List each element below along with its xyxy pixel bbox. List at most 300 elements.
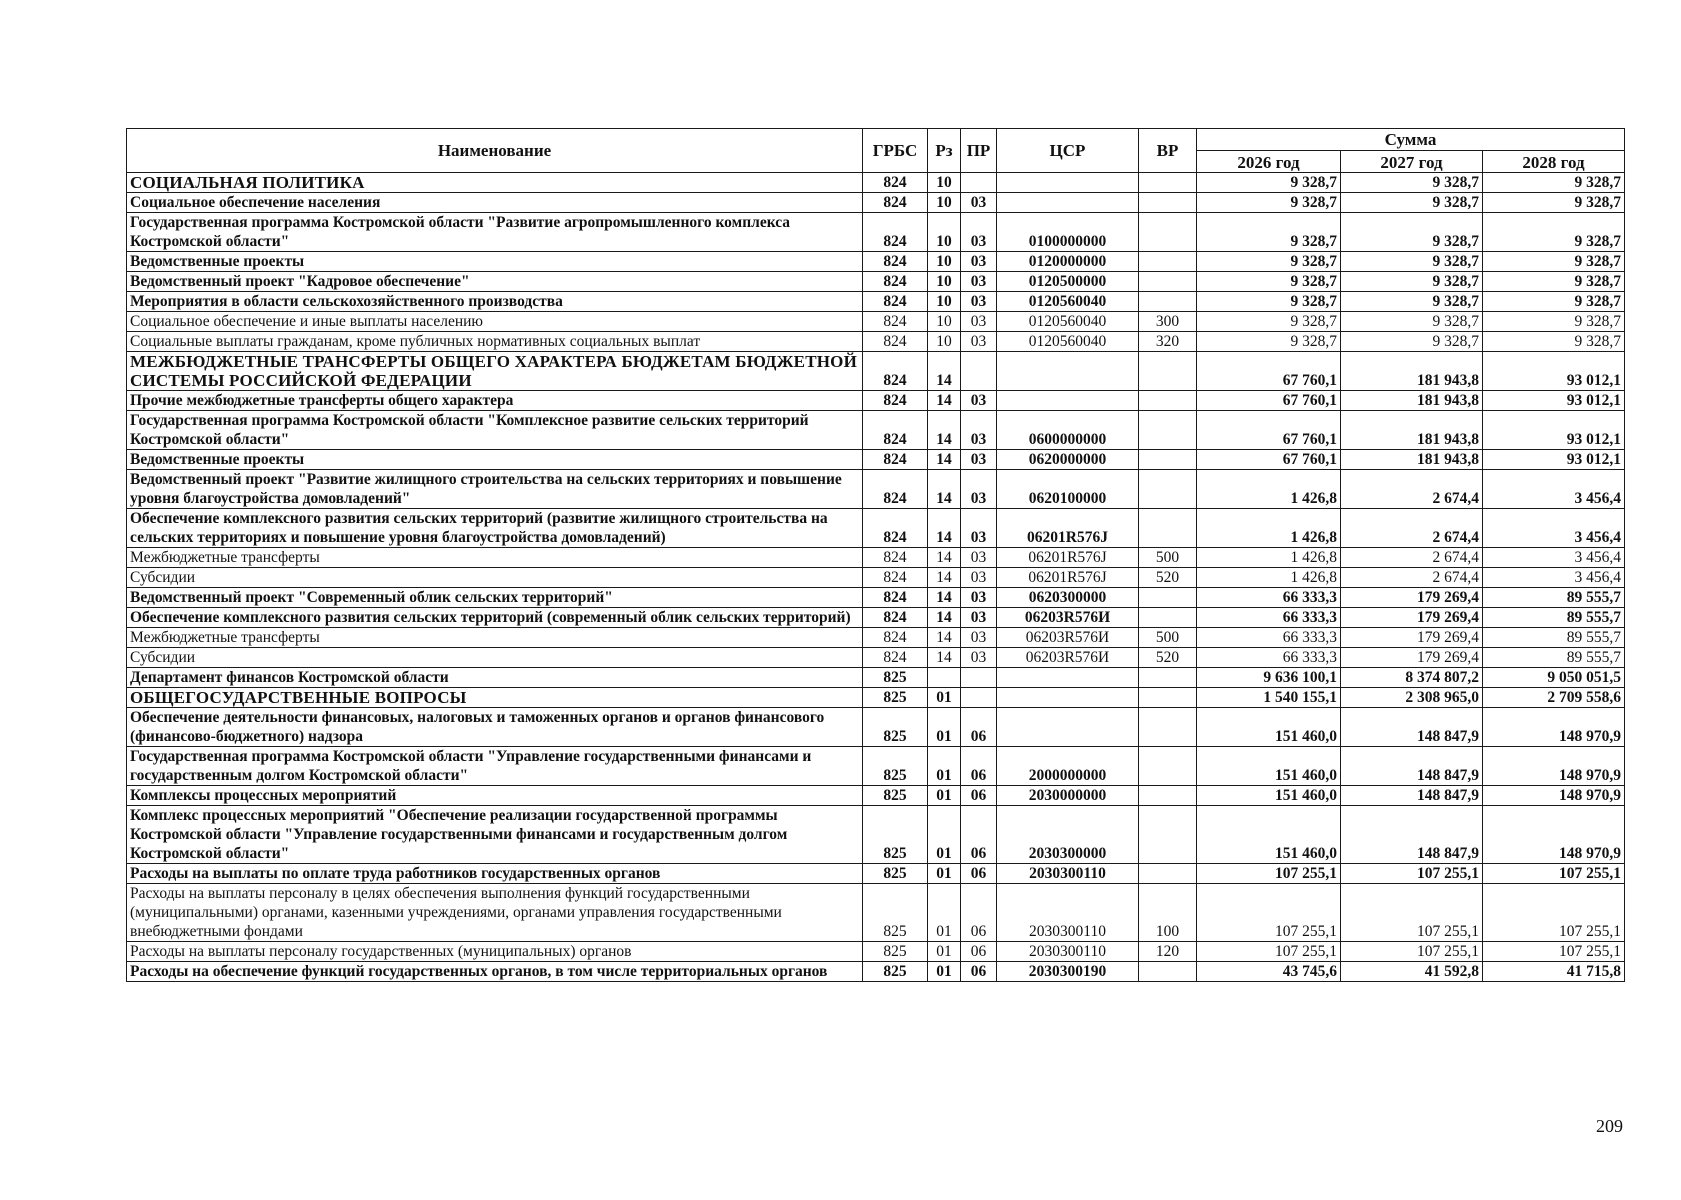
cell-sum-2028: 9 328,7 xyxy=(1483,292,1625,312)
cell-sum-2027: 148 847,9 xyxy=(1341,806,1483,864)
cell-pr xyxy=(961,688,997,708)
cell-rz: 14 xyxy=(928,648,961,668)
cell-sum-2027: 179 269,4 xyxy=(1341,648,1483,668)
cell-sum-2027: 181 943,8 xyxy=(1341,411,1483,450)
cell-sum-2027: 9 328,7 xyxy=(1341,252,1483,272)
cell-sum-2028: 148 970,9 xyxy=(1483,786,1625,806)
cell-sum-2027: 2 674,4 xyxy=(1341,470,1483,509)
cell-csr: 0620100000 xyxy=(997,470,1139,509)
cell-pr: 03 xyxy=(961,450,997,470)
cell-vr: 300 xyxy=(1139,312,1197,332)
cell-sum-2028: 9 328,7 xyxy=(1483,213,1625,252)
cell-sum-2026: 9 328,7 xyxy=(1197,252,1341,272)
cell-vr xyxy=(1139,708,1197,747)
cell-vr xyxy=(1139,509,1197,548)
cell-grbs: 825 xyxy=(863,806,928,864)
cell-name: Мероприятия в области сельскохозяйственного производства xyxy=(127,292,863,312)
table-row xyxy=(127,213,1625,252)
cell-name: Комплекс процессных мероприятий "Обеспечение реализации государственной программы Костромской области "Управление государственными финансами и государственным долгом Костромской области" xyxy=(127,806,863,864)
header-rz: Рз xyxy=(928,129,961,173)
cell-sum-2027: 9 328,7 xyxy=(1341,312,1483,332)
cell-csr: 0120500000 xyxy=(997,272,1139,292)
cell-sum-2026: 1 426,8 xyxy=(1197,568,1341,588)
cell-vr xyxy=(1139,747,1197,786)
cell-rz: 01 xyxy=(928,962,961,982)
cell-pr: 06 xyxy=(961,806,997,864)
cell-pr: 03 xyxy=(961,470,997,509)
table-row xyxy=(127,548,1625,568)
cell-sum-2027: 2 674,4 xyxy=(1341,509,1483,548)
cell-vr: 500 xyxy=(1139,548,1197,568)
cell-sum-2027: 179 269,4 xyxy=(1341,588,1483,608)
cell-sum-2028: 3 456,4 xyxy=(1483,568,1625,588)
cell-sum-2027: 41 592,8 xyxy=(1341,962,1483,982)
cell-pr: 03 xyxy=(961,213,997,252)
cell-grbs: 824 xyxy=(863,548,928,568)
cell-sum-2027: 9 328,7 xyxy=(1341,272,1483,292)
cell-pr xyxy=(961,668,997,688)
cell-csr: 06203R576И xyxy=(997,628,1139,648)
cell-sum-2027: 148 847,9 xyxy=(1341,708,1483,747)
table-row xyxy=(127,668,1625,688)
cell-sum-2026: 67 760,1 xyxy=(1197,391,1341,411)
cell-pr: 03 xyxy=(961,588,997,608)
cell-vr: 520 xyxy=(1139,568,1197,588)
cell-sum-2026: 67 760,1 xyxy=(1197,411,1341,450)
cell-csr: 0620300000 xyxy=(997,588,1139,608)
table-header xyxy=(127,129,1625,173)
cell-sum-2026: 66 333,3 xyxy=(1197,608,1341,628)
cell-sum-2028: 3 456,4 xyxy=(1483,548,1625,568)
cell-csr: 0120560040 xyxy=(997,312,1139,332)
cell-sum-2026: 151 460,0 xyxy=(1197,806,1341,864)
cell-pr: 06 xyxy=(961,942,997,962)
cell-vr xyxy=(1139,806,1197,864)
cell-sum-2026: 66 333,3 xyxy=(1197,588,1341,608)
cell-sum-2027: 181 943,8 xyxy=(1341,391,1483,411)
cell-vr xyxy=(1139,352,1197,391)
cell-rz: 01 xyxy=(928,864,961,884)
cell-sum-2026: 9 328,7 xyxy=(1197,213,1341,252)
cell-sum-2027: 9 328,7 xyxy=(1341,173,1483,193)
cell-sum-2026: 9 328,7 xyxy=(1197,312,1341,332)
cell-grbs: 824 xyxy=(863,470,928,509)
cell-pr: 06 xyxy=(961,962,997,982)
cell-rz: 01 xyxy=(928,942,961,962)
cell-grbs: 824 xyxy=(863,312,928,332)
cell-name: Расходы на обеспечение функций государственных органов, в том числе территориальных органов xyxy=(127,962,863,982)
cell-csr xyxy=(997,668,1139,688)
cell-grbs: 825 xyxy=(863,786,928,806)
cell-sum-2028: 93 012,1 xyxy=(1483,352,1625,391)
cell-grbs: 824 xyxy=(863,352,928,391)
cell-name: Обеспечение комплексного развития сельских территорий (современный облик сельских территорий) xyxy=(127,608,863,628)
cell-pr: 06 xyxy=(961,884,997,942)
cell-sum-2026: 9 328,7 xyxy=(1197,173,1341,193)
table-row xyxy=(127,332,1625,352)
cell-rz: 14 xyxy=(928,450,961,470)
cell-sum-2026: 151 460,0 xyxy=(1197,747,1341,786)
cell-sum-2027: 2 308 965,0 xyxy=(1341,688,1483,708)
table-row xyxy=(127,312,1625,332)
cell-vr xyxy=(1139,213,1197,252)
cell-sum-2028: 148 970,9 xyxy=(1483,747,1625,786)
cell-name: ОБЩЕГОСУДАРСТВЕННЫЕ ВОПРОСЫ xyxy=(127,688,863,708)
cell-grbs: 824 xyxy=(863,450,928,470)
table-row xyxy=(127,470,1625,509)
cell-name: Обеспечение комплексного развития сельских территорий (развитие жилищного строительства на сельских территориях и повышение уровня благоустройства домовладений) xyxy=(127,509,863,548)
table-row xyxy=(127,411,1625,450)
cell-rz: 01 xyxy=(928,786,961,806)
cell-name: Социальные выплаты гражданам, кроме публичных нормативных социальных выплат xyxy=(127,332,863,352)
cell-name: Субсидии xyxy=(127,648,863,668)
cell-pr: 03 xyxy=(961,252,997,272)
cell-sum-2027: 107 255,1 xyxy=(1341,864,1483,884)
table-row xyxy=(127,806,1625,864)
cell-sum-2027: 107 255,1 xyxy=(1341,942,1483,962)
cell-csr: 0120000000 xyxy=(997,252,1139,272)
cell-pr: 03 xyxy=(961,608,997,628)
cell-csr: 2030300190 xyxy=(997,962,1139,982)
cell-csr xyxy=(997,193,1139,213)
cell-sum-2027: 9 328,7 xyxy=(1341,193,1483,213)
table-row xyxy=(127,628,1625,648)
cell-grbs: 824 xyxy=(863,411,928,450)
cell-rz: 14 xyxy=(928,470,961,509)
cell-sum-2026: 66 333,3 xyxy=(1197,628,1341,648)
cell-csr: 2030300000 xyxy=(997,806,1139,864)
cell-vr xyxy=(1139,391,1197,411)
cell-sum-2028: 93 012,1 xyxy=(1483,391,1625,411)
cell-grbs: 824 xyxy=(863,628,928,648)
header-pr: ПР xyxy=(961,129,997,173)
cell-vr xyxy=(1139,608,1197,628)
cell-sum-2028: 89 555,7 xyxy=(1483,608,1625,628)
cell-sum-2028: 107 255,1 xyxy=(1483,864,1625,884)
cell-vr xyxy=(1139,450,1197,470)
cell-sum-2026: 107 255,1 xyxy=(1197,864,1341,884)
cell-vr xyxy=(1139,173,1197,193)
cell-sum-2027: 179 269,4 xyxy=(1341,608,1483,628)
cell-name: Прочие межбюджетные трансферты общего характера xyxy=(127,391,863,411)
table-row xyxy=(127,173,1625,193)
cell-vr xyxy=(1139,252,1197,272)
cell-csr: 06201R576J xyxy=(997,568,1139,588)
cell-pr: 03 xyxy=(961,548,997,568)
cell-vr: 520 xyxy=(1139,648,1197,668)
cell-rz: 14 xyxy=(928,628,961,648)
cell-sum-2026: 67 760,1 xyxy=(1197,450,1341,470)
cell-sum-2026: 9 328,7 xyxy=(1197,332,1341,352)
cell-sum-2026: 66 333,3 xyxy=(1197,648,1341,668)
cell-csr: 0120560040 xyxy=(997,332,1139,352)
cell-csr: 06203R576И xyxy=(997,648,1139,668)
cell-name: СОЦИАЛЬНАЯ ПОЛИТИКА xyxy=(127,173,863,193)
cell-rz: 14 xyxy=(928,548,961,568)
cell-name: Государственная программа Костромской области "Комплексное развитие сельских территорий Костромской области" xyxy=(127,411,863,450)
cell-name: Комплексы процессных мероприятий xyxy=(127,786,863,806)
cell-pr: 06 xyxy=(961,864,997,884)
cell-sum-2028: 89 555,7 xyxy=(1483,648,1625,668)
cell-sum-2026: 1 540 155,1 xyxy=(1197,688,1341,708)
cell-vr xyxy=(1139,292,1197,312)
cell-sum-2028: 93 012,1 xyxy=(1483,450,1625,470)
header-year-2028: 2028 год xyxy=(1483,151,1625,173)
cell-sum-2026: 9 636 100,1 xyxy=(1197,668,1341,688)
cell-sum-2028: 2 709 558,6 xyxy=(1483,688,1625,708)
cell-rz: 14 xyxy=(928,568,961,588)
table-row xyxy=(127,608,1625,628)
cell-grbs: 824 xyxy=(863,568,928,588)
cell-sum-2028: 9 328,7 xyxy=(1483,252,1625,272)
cell-vr: 100 xyxy=(1139,884,1197,942)
cell-sum-2026: 107 255,1 xyxy=(1197,884,1341,942)
cell-vr xyxy=(1139,588,1197,608)
table-row xyxy=(127,588,1625,608)
cell-sum-2028: 107 255,1 xyxy=(1483,942,1625,962)
cell-name: Ведомственный проект "Современный облик сельских территорий" xyxy=(127,588,863,608)
cell-vr: 500 xyxy=(1139,628,1197,648)
cell-sum-2027: 9 328,7 xyxy=(1341,213,1483,252)
header-year-2026: 2026 год xyxy=(1197,151,1341,173)
cell-vr xyxy=(1139,272,1197,292)
table-row xyxy=(127,509,1625,548)
cell-name: Ведомственные проекты xyxy=(127,450,863,470)
cell-csr: 0620000000 xyxy=(997,450,1139,470)
cell-rz: 01 xyxy=(928,747,961,786)
cell-pr: 03 xyxy=(961,411,997,450)
cell-csr xyxy=(997,708,1139,747)
cell-name: Департамент финансов Костромской области xyxy=(127,668,863,688)
cell-sum-2028: 107 255,1 xyxy=(1483,884,1625,942)
cell-vr xyxy=(1139,864,1197,884)
header-year-2027: 2027 год xyxy=(1341,151,1483,173)
cell-sum-2028: 9 328,7 xyxy=(1483,193,1625,213)
table-row xyxy=(127,193,1625,213)
cell-pr: 03 xyxy=(961,272,997,292)
cell-sum-2027: 181 943,8 xyxy=(1341,352,1483,391)
cell-grbs: 824 xyxy=(863,648,928,668)
cell-pr: 03 xyxy=(961,332,997,352)
cell-grbs: 824 xyxy=(863,292,928,312)
cell-csr: 2030300110 xyxy=(997,942,1139,962)
cell-pr: 06 xyxy=(961,786,997,806)
cell-sum-2026: 107 255,1 xyxy=(1197,942,1341,962)
cell-csr: 2030300110 xyxy=(997,884,1139,942)
cell-vr xyxy=(1139,962,1197,982)
cell-csr xyxy=(997,391,1139,411)
cell-vr xyxy=(1139,688,1197,708)
cell-csr xyxy=(997,352,1139,391)
cell-rz: 01 xyxy=(928,708,961,747)
cell-sum-2028: 9 328,7 xyxy=(1483,272,1625,292)
cell-csr xyxy=(997,173,1139,193)
cell-vr xyxy=(1139,668,1197,688)
cell-sum-2028: 148 970,9 xyxy=(1483,708,1625,747)
budget-table xyxy=(126,128,1625,982)
cell-pr: 03 xyxy=(961,509,997,548)
cell-rz: 10 xyxy=(928,213,961,252)
header-grbs: ГРБС xyxy=(863,129,928,173)
table-row xyxy=(127,688,1625,708)
cell-sum-2027: 179 269,4 xyxy=(1341,628,1483,648)
cell-name: Расходы на выплаты персоналу в целях обеспечения выполнения функций государственными (муниципальными) органами, казенными учреждениями, органами управления государственными внебюджетными фондами xyxy=(127,884,863,942)
header-sum: Сумма xyxy=(1197,129,1625,151)
cell-grbs: 824 xyxy=(863,509,928,548)
cell-vr xyxy=(1139,786,1197,806)
cell-sum-2028: 9 328,7 xyxy=(1483,332,1625,352)
table-row xyxy=(127,450,1625,470)
cell-pr xyxy=(961,352,997,391)
cell-name: Социальное обеспечение населения xyxy=(127,193,863,213)
cell-name: Ведомственные проекты xyxy=(127,252,863,272)
cell-csr: 0120560040 xyxy=(997,292,1139,312)
cell-pr: 06 xyxy=(961,708,997,747)
cell-grbs: 824 xyxy=(863,252,928,272)
cell-rz: 10 xyxy=(928,193,961,213)
cell-rz: 10 xyxy=(928,292,961,312)
cell-name: МЕЖБЮДЖЕТНЫЕ ТРАНСФЕРТЫ ОБЩЕГО ХАРАКТЕРА БЮДЖЕТАМ БЮДЖЕТНОЙ СИСТЕМЫ РОССИЙСКОЙ ФЕДЕРАЦИИ xyxy=(127,352,863,391)
cell-pr: 03 xyxy=(961,193,997,213)
table-row xyxy=(127,352,1625,391)
cell-sum-2028: 41 715,8 xyxy=(1483,962,1625,982)
table-row xyxy=(127,884,1625,942)
cell-grbs: 825 xyxy=(863,864,928,884)
cell-rz: 14 xyxy=(928,352,961,391)
cell-sum-2027: 2 674,4 xyxy=(1341,568,1483,588)
cell-name: Расходы на выплаты по оплате труда работников государственных органов xyxy=(127,864,863,884)
cell-grbs: 824 xyxy=(863,193,928,213)
cell-rz: 14 xyxy=(928,588,961,608)
table-row xyxy=(127,786,1625,806)
table-row xyxy=(127,708,1625,747)
table-row xyxy=(127,272,1625,292)
table-body xyxy=(127,173,1625,982)
cell-sum-2026: 1 426,8 xyxy=(1197,470,1341,509)
cell-sum-2026: 151 460,0 xyxy=(1197,708,1341,747)
cell-vr xyxy=(1139,470,1197,509)
cell-sum-2026: 1 426,8 xyxy=(1197,548,1341,568)
cell-pr: 06 xyxy=(961,747,997,786)
cell-sum-2027: 8 374 807,2 xyxy=(1341,668,1483,688)
header-name: Наименование xyxy=(127,129,863,173)
cell-rz: 14 xyxy=(928,608,961,628)
cell-grbs: 824 xyxy=(863,588,928,608)
cell-sum-2028: 9 050 051,5 xyxy=(1483,668,1625,688)
cell-pr: 03 xyxy=(961,568,997,588)
cell-rz: 10 xyxy=(928,173,961,193)
cell-sum-2026: 43 745,6 xyxy=(1197,962,1341,982)
cell-rz: 01 xyxy=(928,884,961,942)
cell-rz: 10 xyxy=(928,332,961,352)
table-row xyxy=(127,962,1625,982)
cell-rz: 01 xyxy=(928,806,961,864)
cell-sum-2026: 1 426,8 xyxy=(1197,509,1341,548)
cell-name: Межбюджетные трансферты xyxy=(127,628,863,648)
cell-rz: 01 xyxy=(928,688,961,708)
cell-sum-2027: 148 847,9 xyxy=(1341,747,1483,786)
cell-csr: 2030000000 xyxy=(997,786,1139,806)
cell-sum-2028: 3 456,4 xyxy=(1483,470,1625,509)
cell-rz: 10 xyxy=(928,272,961,292)
cell-pr xyxy=(961,173,997,193)
header-vr: ВР xyxy=(1139,129,1197,173)
cell-csr: 0600000000 xyxy=(997,411,1139,450)
cell-sum-2027: 9 328,7 xyxy=(1341,292,1483,312)
cell-name: Обеспечение деятельности финансовых, налоговых и таможенных органов и органов финансового (финансово-бюджетного) надзора xyxy=(127,708,863,747)
cell-sum-2026: 67 760,1 xyxy=(1197,352,1341,391)
cell-rz: 14 xyxy=(928,391,961,411)
cell-csr: 2000000000 xyxy=(997,747,1139,786)
table-row xyxy=(127,942,1625,962)
table-row xyxy=(127,648,1625,668)
cell-sum-2028: 89 555,7 xyxy=(1483,628,1625,648)
cell-sum-2026: 9 328,7 xyxy=(1197,272,1341,292)
cell-grbs: 824 xyxy=(863,213,928,252)
cell-csr: 06201R576J xyxy=(997,548,1139,568)
header-csr: ЦСР xyxy=(997,129,1139,173)
cell-vr xyxy=(1139,193,1197,213)
cell-rz xyxy=(928,668,961,688)
cell-grbs: 824 xyxy=(863,391,928,411)
table-row xyxy=(127,292,1625,312)
cell-name: Ведомственный проект "Кадровое обеспечение" xyxy=(127,272,863,292)
cell-sum-2026: 151 460,0 xyxy=(1197,786,1341,806)
cell-rz: 10 xyxy=(928,252,961,272)
cell-csr: 0100000000 xyxy=(997,213,1139,252)
table-row xyxy=(127,568,1625,588)
cell-sum-2028: 3 456,4 xyxy=(1483,509,1625,548)
cell-sum-2028: 93 012,1 xyxy=(1483,411,1625,450)
cell-name: Расходы на выплаты персоналу государственных (муниципальных) органов xyxy=(127,942,863,962)
page-number: 209 xyxy=(1596,1116,1623,1136)
cell-vr xyxy=(1139,411,1197,450)
cell-grbs: 825 xyxy=(863,688,928,708)
cell-vr: 120 xyxy=(1139,942,1197,962)
table-row xyxy=(127,864,1625,884)
cell-rz: 14 xyxy=(928,411,961,450)
cell-csr xyxy=(997,688,1139,708)
cell-grbs: 825 xyxy=(863,962,928,982)
cell-pr: 03 xyxy=(961,648,997,668)
cell-name: Субсидии xyxy=(127,568,863,588)
cell-grbs: 825 xyxy=(863,884,928,942)
table-row xyxy=(127,252,1625,272)
cell-sum-2027: 181 943,8 xyxy=(1341,450,1483,470)
cell-name: Ведомственный проект "Развитие жилищного строительства на сельских территориях и повышение уровня благоустройства домовладений" xyxy=(127,470,863,509)
cell-pr: 03 xyxy=(961,391,997,411)
cell-sum-2027: 9 328,7 xyxy=(1341,332,1483,352)
cell-sum-2027: 148 847,9 xyxy=(1341,786,1483,806)
cell-vr: 320 xyxy=(1139,332,1197,352)
cell-name: Государственная программа Костромской области "Развитие агропромышленного комплекса Костромской области" xyxy=(127,213,863,252)
cell-pr: 03 xyxy=(961,628,997,648)
cell-name: Государственная программа Костромской области "Управление государственными финансами и государственным долгом Костромской области" xyxy=(127,747,863,786)
cell-grbs: 824 xyxy=(863,332,928,352)
table-row xyxy=(127,391,1625,411)
cell-sum-2028: 148 970,9 xyxy=(1483,806,1625,864)
cell-grbs: 825 xyxy=(863,708,928,747)
cell-pr: 03 xyxy=(961,292,997,312)
cell-pr: 03 xyxy=(961,312,997,332)
cell-csr: 06201R576J xyxy=(997,509,1139,548)
cell-grbs: 824 xyxy=(863,608,928,628)
cell-grbs: 824 xyxy=(863,272,928,292)
cell-rz: 10 xyxy=(928,312,961,332)
cell-sum-2028: 9 328,7 xyxy=(1483,312,1625,332)
cell-sum-2027: 107 255,1 xyxy=(1341,884,1483,942)
cell-grbs: 825 xyxy=(863,668,928,688)
